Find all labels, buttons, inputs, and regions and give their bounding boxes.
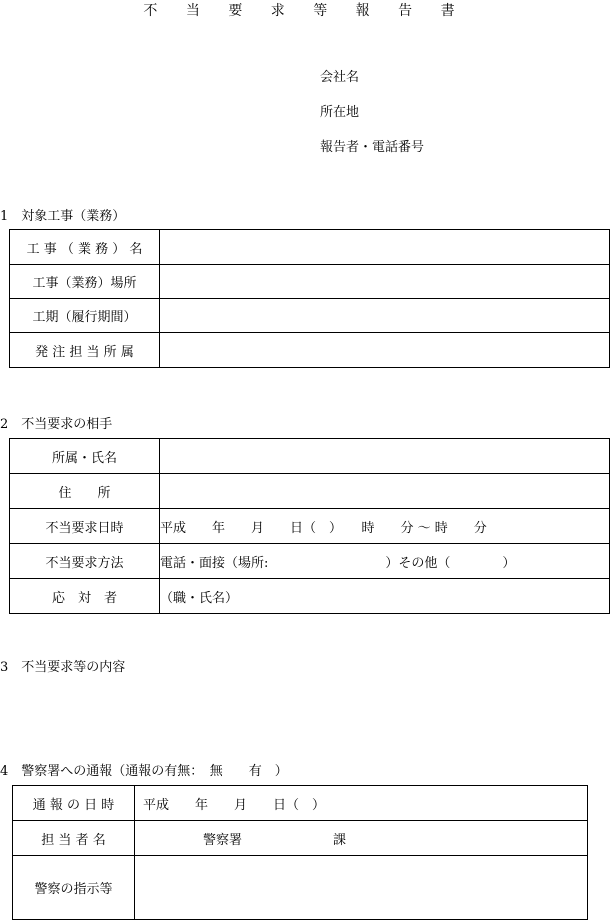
- officer-name-value[interactable]: 警察署 課: [135, 821, 588, 856]
- table-row: [10, 265, 610, 299]
- table-row: [10, 474, 610, 509]
- table-row: [13, 786, 588, 821]
- section2-heading: 2 不当要求の相手: [0, 417, 113, 432]
- officer-name-label: 担 当 者 名: [13, 821, 135, 856]
- company-name-label: 会社名: [320, 70, 360, 85]
- police-instructions-label: 警察の指示等: [13, 856, 135, 920]
- table-row: [13, 821, 588, 856]
- ordering-department-label: 発 注 担 当 所 属: [10, 333, 160, 368]
- counterparty-address-value[interactable]: [160, 474, 610, 509]
- table-row: [13, 856, 588, 920]
- project-location-label: 工事（業務）場所: [10, 265, 160, 299]
- project-period-label: 工期（履行期間）: [10, 299, 160, 333]
- counterparty-address-label: 住 所: [10, 474, 160, 509]
- table-row: [10, 544, 610, 579]
- responder-value[interactable]: （職・氏名）: [160, 579, 610, 614]
- document-title: 不 当 要 求 等 報 告 書: [143, 3, 467, 19]
- report-datetime-label: 通 報 の 日 時: [13, 786, 135, 821]
- reporter-phone-label: 報告者・電話番号: [320, 140, 425, 155]
- project-name-label: 工 事 （ 業 務 ） 名: [10, 230, 160, 265]
- section2-table: [9, 438, 610, 614]
- table-row: [10, 333, 610, 368]
- section4-heading: 4 警察署への通報（通報の有無： 無 有 ）: [0, 764, 288, 779]
- project-name-value[interactable]: [160, 230, 610, 265]
- section1-table: [9, 229, 610, 368]
- counterparty-name-label: 所属・氏名: [10, 439, 160, 474]
- responder-label: 応 対 者: [10, 579, 160, 614]
- counterparty-name-value[interactable]: [160, 439, 610, 474]
- section1-heading: 1 対象工事（業務）: [0, 209, 126, 224]
- project-period-value[interactable]: [160, 299, 610, 333]
- demand-method-value[interactable]: 電話・面接（場所: ）その他（ ）: [160, 544, 610, 579]
- section3-heading: 3 不当要求等の内容: [0, 660, 126, 675]
- table-row: [10, 299, 610, 333]
- table-row: [10, 230, 610, 265]
- police-instructions-value[interactable]: [135, 856, 588, 920]
- table-row: [10, 579, 610, 614]
- project-location-value[interactable]: [160, 265, 610, 299]
- ordering-department-value[interactable]: [160, 333, 610, 368]
- demand-datetime-value[interactable]: 平成 年 月 日（ ） 時 分 ～ 時 分: [160, 509, 610, 544]
- demand-datetime-label: 不当要求日時: [10, 509, 160, 544]
- table-row: [10, 509, 610, 544]
- report-datetime-value[interactable]: 平成 年 月 日（ ）: [135, 786, 588, 821]
- section4-table: [12, 785, 588, 920]
- address-label: 所在地: [320, 105, 360, 120]
- table-row: [10, 439, 610, 474]
- demand-method-label: 不当要求方法: [10, 544, 160, 579]
